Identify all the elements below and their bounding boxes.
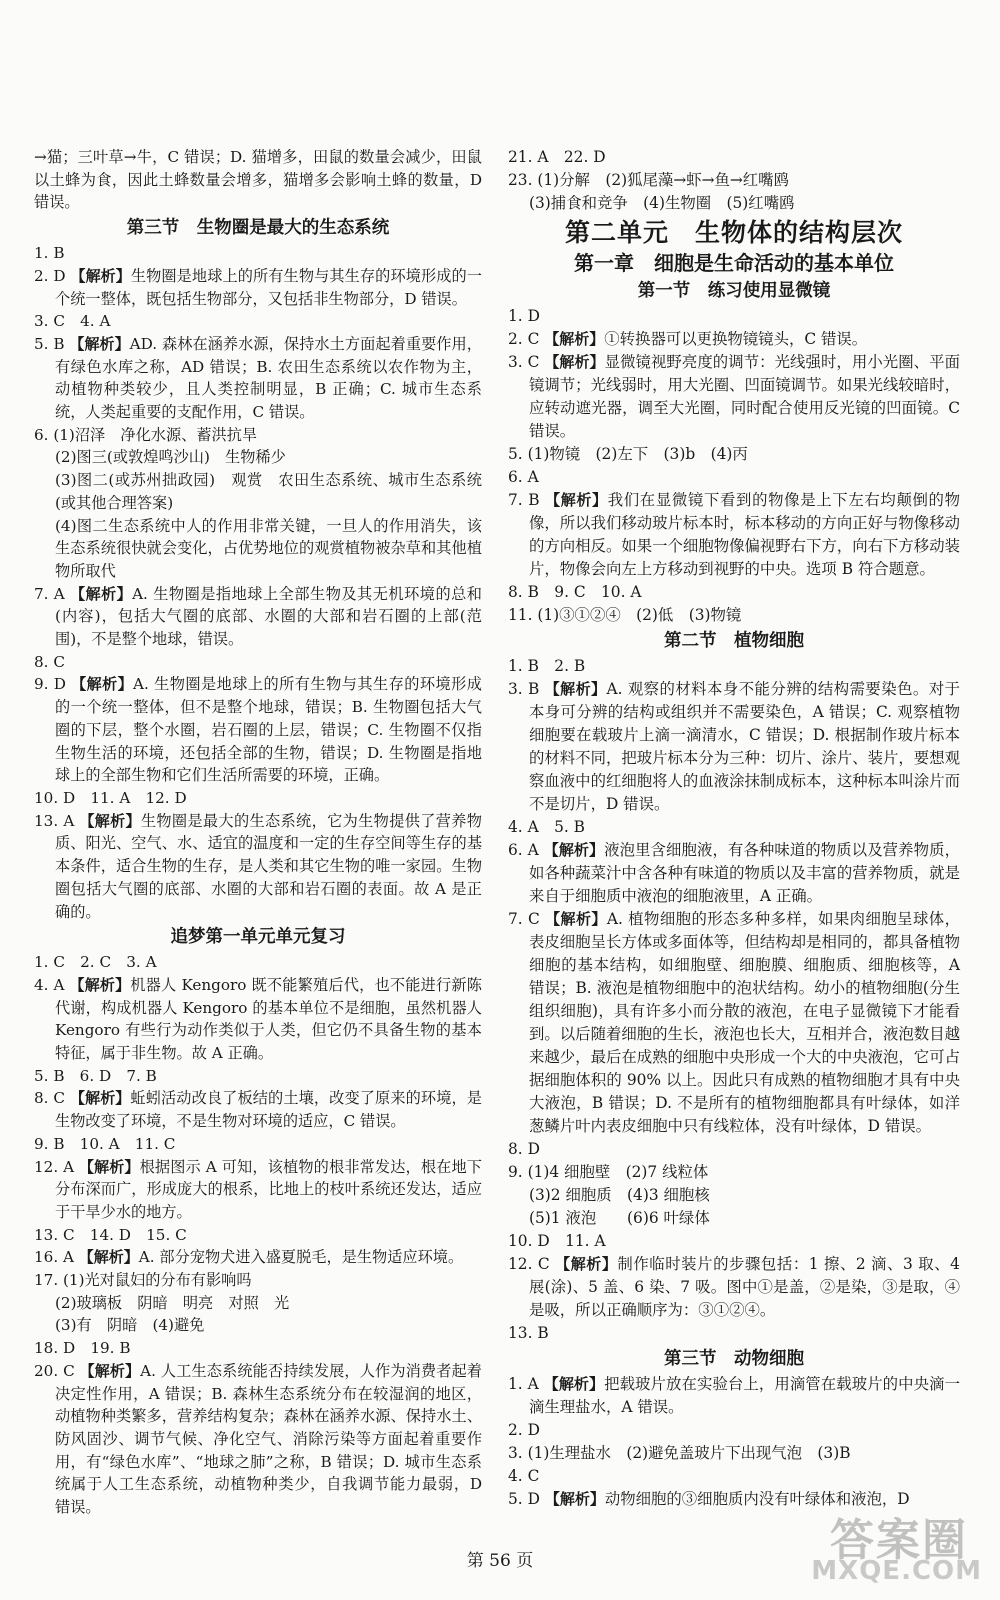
answer-item: 1. B 2. B [508, 657, 586, 675]
answer-number: 7. A [34, 584, 71, 603]
answer-subitem: (4)图二生态系统中人的作用非常关键，一旦人的作用消失，该生态系统很快就会变化，占优势地位的观赏植物被杂草和其他植物所取代 [55, 516, 482, 580]
answer-item: 17. (1)光对鼠妇的分布有影响吗 [34, 1271, 252, 1290]
answer-subitem: (2)图三(或敦煌鸣沙山) 生物稀少 [55, 448, 286, 467]
analysis-tag: 【解析】 [71, 675, 134, 694]
answer-item [508, 328, 960, 351]
watermark-bottom: MXQE.COM [811, 1556, 982, 1586]
answer-item [34, 1246, 482, 1269]
answer-item: 10. D 11. A 12. D [34, 788, 187, 807]
answer-item: 9. (1)4 细胞壁 (2)7 线粒体 [508, 1163, 709, 1181]
analysis-text: 把载玻片放在实验台上，用滴管在载玻片的中央滴一滴生理盐水，A 错误。 [529, 1375, 960, 1416]
analysis-tag: 【解析】 [79, 1361, 141, 1380]
answer-number: 1. A [508, 1375, 544, 1393]
answer-item [508, 351, 960, 443]
analysis-text: ①转换器可以更换物镜镜头，C 错误。 [604, 330, 868, 348]
section-heading: 追梦第一单元单元复习 [170, 927, 346, 948]
answer-number: 6. A [508, 841, 544, 859]
analysis-tag: 【解析】 [544, 353, 605, 371]
right-column [508, 146, 960, 1511]
analysis-text: 蚯蚓活动改良了板结的土壤，改变了原来的环境，是生物改变了环境，不是生物对环境的适应，C 错误。 [55, 1089, 482, 1131]
answer-item: 2. D [508, 1421, 540, 1439]
analysis-text: 我们在显微镜下看到的物像是上下左右均颠倒的物像，所以我们移动玻片标本时，标本移动的方向正好与物像移动的方向相反。如果一个细胞物像偏视野右下方，向右下方移动装片，物像会向左上方移动到视野的中央。选项 B 符合题意。 [529, 491, 960, 578]
answer-number: 2. D [34, 266, 71, 285]
answer-number: 7. B [508, 491, 546, 509]
answer-number: 4. A [34, 975, 70, 994]
answer-number: 20. C [34, 1361, 80, 1380]
analysis-tag: 【解析】 [543, 841, 605, 859]
answer-subitem: (3)有 阴暗 (4)避免 [55, 1316, 205, 1335]
answer-item: 6. A [508, 468, 539, 486]
answer-item [34, 1087, 482, 1132]
answer-number: 5. B [34, 334, 70, 353]
answer-subitem: (3)图二(或苏州拙政园) 观赏 农田生态系统、城市生态系统(或其他合理答案) [55, 471, 482, 512]
answer-item [34, 810, 482, 924]
analysis-tag: 【解析】 [69, 975, 131, 994]
answer-number: 12. C [508, 1255, 556, 1273]
answer-subitem: (3)捕食和竞争 (4)生物圈 (5)红嘴鸥 [529, 194, 795, 212]
answer-item: 6. (1)沼泽 净化水源、蓄洪抗旱 [34, 425, 258, 444]
analysis-text: 生物圈是最大的生态系统，它为生物提供了营养物质、阳光、空气、水、适宜的温度和一定的生存空间等生存的基本条件，适合生物的生存，是人类和其它生物的唯一家园。生物圈包括大气圈的底部、水圈的大部和岩石圈的表面。故 A 是正确的。 [55, 811, 482, 921]
analysis-tag: 【解析】 [544, 1490, 605, 1508]
analysis-tag: 【解析】 [544, 680, 607, 698]
analysis-text: A. 植物细胞的形态多种多样，如果肉细胞呈球体，表皮细胞呈长方体或多面体等，但结构却是相同的，都具备植物细胞的基本结构，如细胞壁、细胞膜、细胞质、细胞核等，A 错误；B. 液泡是植物细胞中的泡状结构。幼小的植物细胞(分生组织细胞)，具有许多小而分散的液泡，在电子显微镜下才能看到。以后随着细胞的生长，液泡也长大，互相并合，液泡数目越来越少，最后在成熟的细胞中央形成一个大的中央液泡，它可占据细胞体积的 90% 以上。因此只有成熟的植物细胞才具有中央大液泡，B 错误；D. 不是所有的植物细胞都具有叶绿体，如洋葱鳞片叶内表皮细胞中只有线粒体，没有叶绿体，D 错误。 [529, 910, 960, 1135]
answer-item: 3. C 4. A [34, 312, 111, 331]
answer-item: 4. A 5. B [508, 818, 585, 836]
answer-item [508, 908, 960, 1138]
analysis-text: A. 人工生态系统能否持续发展，人作为消费者起着决定性作用，A 错误；B. 森林生态系统分布在较湿润的地区，动植物种类繁多，营养结构复杂；森林在涵养水源、保持水土、防风固沙、调节气候、净化空气、消除污染等方面起着重要作用，有“绿色水库”、“地球之肺”之称，B 错误；D. 城市生态系统属于人工生态系统，动植物种类少，自我调节能力最弱，D 错误。 [55, 1361, 482, 1517]
analysis-tag: 【解析】 [69, 1089, 131, 1108]
answer-item: 8. D [508, 1140, 540, 1158]
answer-item: 8. C [34, 652, 65, 671]
watermark-top: 答案圈 [830, 1515, 968, 1566]
answer-number: 13. A [34, 811, 80, 830]
answer-number: 8. C [34, 1089, 70, 1108]
analysis-text: 显微镜视野亮度的调节：光线强时，用小光圈、平面镜调节；光线弱时，用大光圈、凹面镜调节。如果光线较暗时，应转动遮光器，调至大光圈，同时配合使用反光镜的凹面镜。C 错误。 [529, 353, 960, 440]
answer-item: 5. B 6. D 7. B [34, 1066, 157, 1085]
chapter-heading: 第一章 细胞是生命活动的基本单位 [574, 251, 894, 275]
answer-item [508, 489, 960, 581]
analysis-tag: 【解析】 [69, 334, 130, 353]
answer-item: 10. D 11. A [508, 1232, 606, 1250]
analysis-text: 制作临时装片的步骤包括：1 擦、2 滴、3 取、4 展(涂)、5 盖、6 染、7 吸。图中①是盖，②是染，③是取，④是吸，所以正确顺序为：③①②④。 [529, 1255, 960, 1319]
answer-item [508, 839, 960, 908]
analysis-tag: 【解析】 [79, 1157, 140, 1176]
analysis-text: 根据图示 A 可知，该植物的根非常发达，根在地下分布深而广，形成庞大的根系，比地上的枝叶系统还发达，适应于干旱少水的地方。 [55, 1157, 482, 1221]
analysis-text: A. 部分宠物犬进入盛夏脱毛，是生物适应环境。 [138, 1248, 464, 1267]
answer-item: 3. (1)生理盐水 (2)避免盖玻片下出现气泡 (3)B [508, 1444, 851, 1462]
analysis-text: AD. 森林在涵养水源，保持水土方面起着重要作用，有绿色水库之称，AD 错误；B. 农田生态系统以农作物为主，动植物种类较少，且人类控制明显，B 正确；C. 城市生态系统，人类起重要的支配作用，C 错误。 [55, 334, 482, 422]
section-heading: 第一节 练习使用显微镜 [637, 281, 831, 301]
answer-item: 8. B 9. C 10. A [508, 583, 642, 601]
answer-item: 13. B [508, 1324, 549, 1342]
answer-number: 2. C [508, 330, 545, 348]
answer-item [34, 583, 482, 651]
answer-item: 23. (1)分解 (2)狐尾藻→虾→鱼→红嘴鸥 [508, 171, 789, 189]
answer-number: 12. A [34, 1157, 80, 1176]
analysis-tag: 【解析】 [544, 330, 605, 348]
answer-item: 11. (1)③①②④ (2)低 (3)物镜 [508, 606, 742, 624]
answer-item [508, 678, 960, 816]
analysis-tag: 【解析】 [79, 811, 141, 830]
watermark-logo [758, 1504, 988, 1594]
answer-number: 3. C [508, 353, 545, 371]
answer-item [34, 974, 482, 1065]
answer-item: 1. B [34, 244, 65, 263]
answer-number: 3. B [508, 680, 545, 698]
answer-item: 21. A 22. D [508, 148, 606, 166]
analysis-text: A. 生物圈是指地球上全部生物及其无机环境的总和(内容)，包括大气圈的底部、水圈的大部和岩石圈的上部(范围)，不是整个地球，错误。 [55, 584, 482, 649]
answer-number: 5. D [508, 1490, 545, 1508]
answer-number: 16. A [34, 1248, 79, 1267]
analysis-text: A. 生物圈是地球上的所有生物与其生存的环境形成的一个统一整体，但不是整个地球，错误；B. 生物圈包括大气圈的下层，整个水圈，岩石圈的上层，错误；C. 生物圈不仅指生物生活的环境，还包括全部的生物，错误；D. 生物圈是指地球上的全部生物和它们生活所需要的环境，正确。 [55, 675, 482, 785]
analysis-text: 机器人 Kengoro 既不能繁殖后代，也不能进行新陈代谢，构成机器人 Kengoro 的基本单位不是细胞，虽然机器人 Kengoro 有些行为动作类似于人类，但它仍不具备生物的基本特征，属于非生物。故 A 正确。 [55, 975, 482, 1063]
answer-item [34, 333, 482, 424]
left-column [34, 146, 482, 1519]
answer-item: 9. B 10. A 11. C [34, 1134, 176, 1153]
answer-item [508, 1373, 960, 1419]
unit-heading: 第二单元 生物体的结构层次 [564, 218, 903, 247]
answer-item: 4. C [508, 1467, 540, 1485]
answer-subitem: (5)1 液泡 (6)6 叶绿体 [529, 1209, 710, 1227]
analysis-tag: 【解析】 [555, 1255, 618, 1273]
analysis-text: 生物圈是地球上的所有生物与其生存的环境形成的一个统一整体，既包括生物部分，又包括非生物部分，D 错误。 [55, 266, 482, 308]
analysis-tag: 【解析】 [545, 910, 607, 928]
section-heading: 第三节 动物细胞 [664, 1349, 804, 1369]
answer-item [34, 1156, 482, 1224]
answer-item [34, 1360, 482, 1519]
answer-item [34, 265, 482, 310]
answer-item [508, 1253, 960, 1322]
answer-item: 18. D 19. B [34, 1339, 131, 1358]
analysis-tag: 【解析】 [70, 584, 133, 603]
answer-subitem: (3)2 细胞质 (4)3 细胞核 [529, 1186, 710, 1204]
analysis-tag: 【解析】 [545, 491, 608, 509]
analysis-tag: 【解析】 [78, 1248, 139, 1267]
analysis-tag: 【解析】 [70, 266, 131, 285]
answer-item [34, 673, 482, 787]
answer-item: 13. C 14. D 15. C [34, 1225, 187, 1244]
section-heading: 第二节 植物细胞 [664, 631, 804, 651]
answer-number: 7. C [508, 910, 546, 928]
page-number: 第 56 页 [466, 1551, 534, 1571]
analysis-tag: 【解析】 [543, 1375, 605, 1393]
analysis-text: 动物细胞的③细胞质内没有叶绿体和液泡，D [604, 1490, 910, 1508]
answer-number: 9. D [34, 675, 72, 694]
answer-item: 1. D [508, 307, 540, 325]
answer-item: 1. C 2. C 3. A [34, 953, 157, 972]
analysis-text: 液泡里含细胞液，有各种味道的物质以及营养物质，如各种蔬菜汁中含各种有味道的物质以及丰富的营养物质，就是来自于细胞质中液泡的细胞液里，A 正确。 [529, 841, 960, 905]
answer-subitem: (2)玻璃板 阴暗 明亮 对照 光 [55, 1293, 290, 1312]
section-heading: 第三节 生物圈是最大的生态系统 [126, 218, 390, 239]
answer-item: →猫；三叶草→牛，C 错误；D. 猫增多，田鼠的数量会减少，田鼠以土蜂为食，因此土蜂数量会增多，猫增多会影响土蜂的数量，D 错误。 [34, 148, 482, 212]
answer-item: 5. (1)物镜 (2)左下 (3)b (4)丙 [508, 445, 748, 463]
analysis-text: A. 观察的材料本身不能分辨的结构需要染色。对于本身可分辨的结构或组织并不需要染色，A 错误；C. 观察植物细胞要在载玻片上滴一滴清水，C 错误；D. 根据制作玻片标本的材料不同，把玻片标本分为三种：切片、涂片、装片，要想观察血液中的红细胞将人的血液涂抹制成标本，这种标本叫涂片而不是切片，D 错误。 [529, 680, 960, 813]
